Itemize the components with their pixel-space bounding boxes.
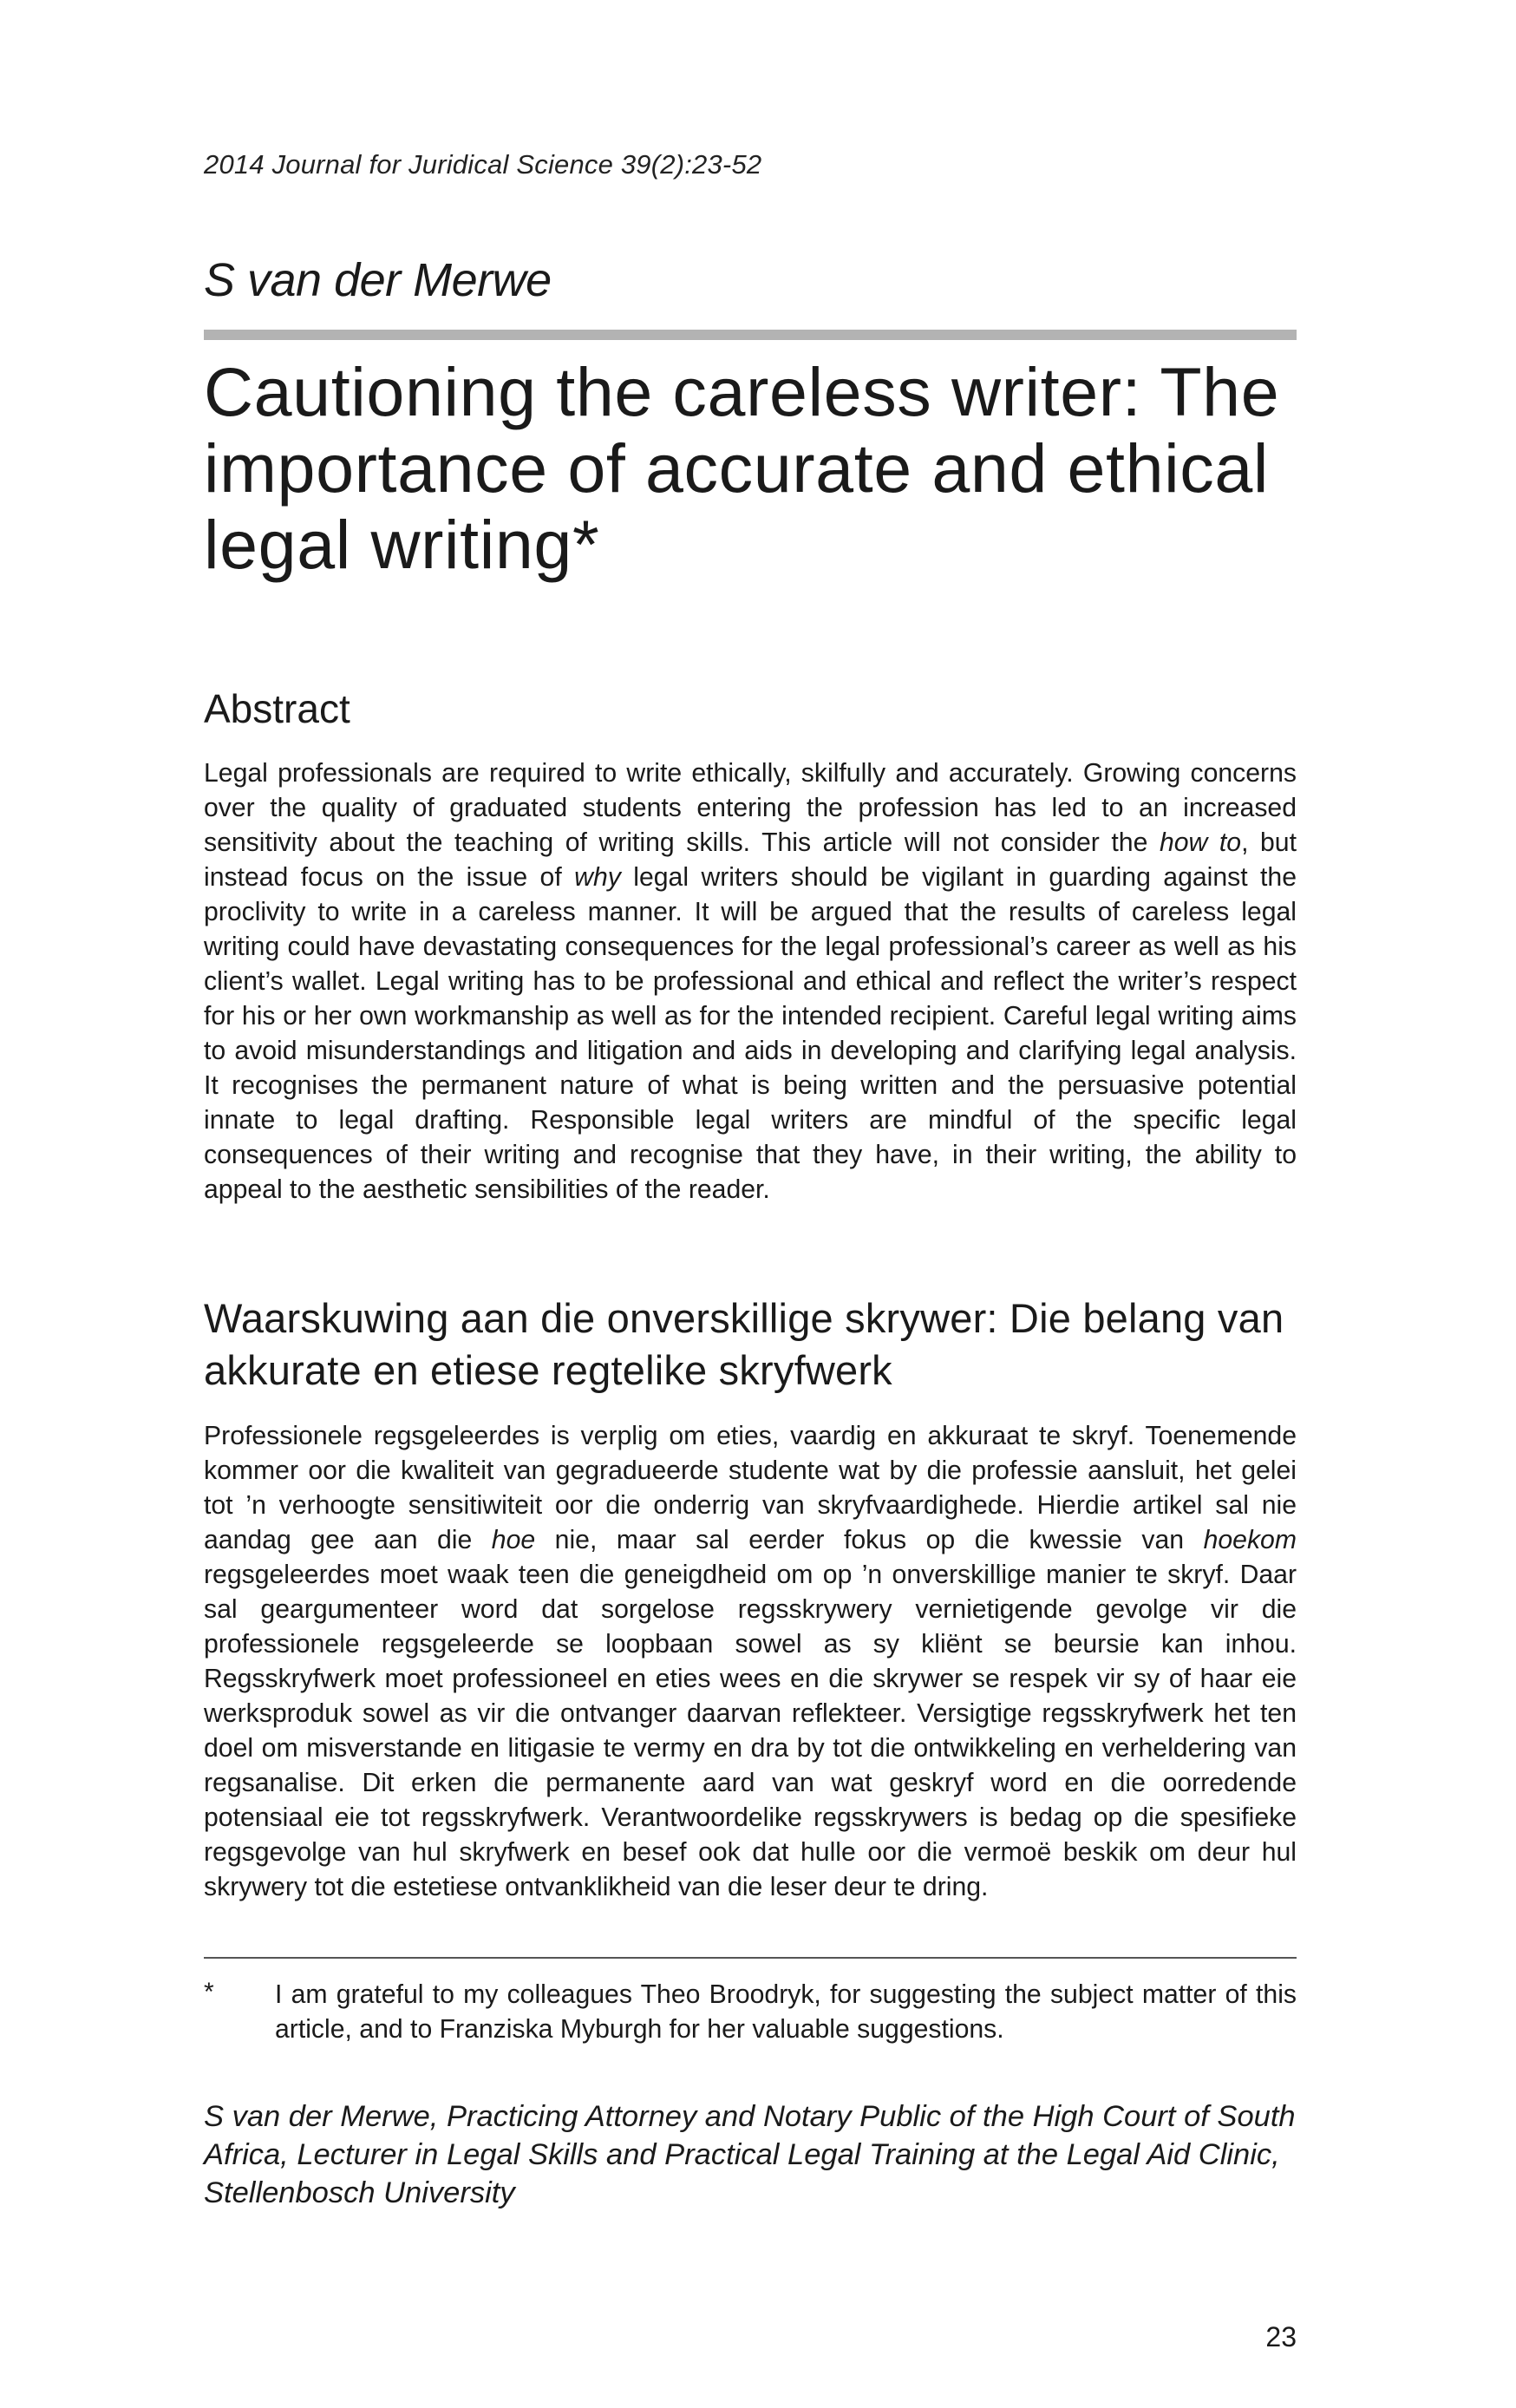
author-name: S van der Merwe xyxy=(204,254,552,306)
afrikaans-text: Professionele regsgeleerdes is verplig om eties, vaardig en akkuraat te skryf. Toenemende kommer oor die kwaliteit van gegradueerde studente wat by die professie aansluit, het gelei tot ’n verhoogte sensitiwiteit oor die onderrig van skryfvaardighede. Hierdie artikel sal nie aandag gee aan die xyxy=(204,1422,1297,1554)
afrikaans-emphasis: hoekom xyxy=(1203,1526,1297,1554)
abstract-heading: Abstract xyxy=(204,686,350,731)
abstract-emphasis: why xyxy=(574,863,621,892)
page-number: 23 xyxy=(1265,2321,1297,2352)
journal-page xyxy=(204,0,1297,2408)
footnote-divider xyxy=(204,1957,1297,1959)
article-title: Cautioning the careless writer: The importance of accurate and ethical legal writing* xyxy=(204,353,1280,583)
abstract-body xyxy=(204,756,1297,1207)
abstract-text: legal writers should be vigilant in guarding against the proclivity to write in a careless manner. It will be argued that the results of careless legal writing could have devastating consequences for the legal professional’s career as well as his client’s wallet. Legal writing has to be professional and ethical and reflect the writer’s respect for his or her own workmanship as well as for the intended recipient. Careful legal writing aims to avoid misunderstandings and litigation and aids in developing and clarifying legal analysis. It recognises the permanent nature of what is being written and the persuasive potential innate to legal drafting. Responsible legal writers are mindful of the specific legal consequences of their writing and recognise that they have, in their writing, the ability to appeal to the aesthetic sensibilities of the reader. xyxy=(204,863,1297,1204)
title-divider xyxy=(204,330,1297,340)
author-affiliation: S van der Merwe, Practicing Attorney and Notary Public of the High Court of South Africa, Lecturer in Legal Skills and Practical Legal Training at the Legal Aid Clinic, Stellenbosch University xyxy=(204,2100,1296,2209)
afrikaans-heading: Waarskuwing aan die onverskillige skrywer: Die belang van akkurate en etiese regtelike skryfwerk xyxy=(204,1295,1284,1393)
afrikaans-text: nie, maar sal eerder fokus op die kwessie van xyxy=(535,1526,1204,1554)
journal-citation: 2014 Journal for Juridical Science 39(2):23-52 xyxy=(204,149,762,180)
footnote-mark: * xyxy=(204,1978,214,2006)
footnote-text: I am grateful to my colleagues Theo Broodryk, for suggesting the subject matter of this article, and to Franziska Myburgh for her valuable suggestions. xyxy=(275,1980,1297,2044)
afrikaans-body xyxy=(204,1419,1297,1905)
afrikaans-emphasis: hoe xyxy=(491,1526,536,1554)
abstract-emphasis: how to xyxy=(1159,828,1242,857)
abstract-text: , but instead focus on the issue of xyxy=(204,828,1297,892)
afrikaans-text: regsgeleerdes moet waak teen die geneigdheid om op ’n onverskillige manier te skryf. Daar sal geargumenteer word dat sorgelose regsskrywery vernietigende gevolge vir die professionele regsgeleerde se loopbaan sowel as sy kliënt se beursie kan inhou. Regsskryfwerk moet professioneel en eties wees en die skrywer se respek vir sy of haar eie werksproduk sowel as vir die ontvanger daarvan reflekteer. Versigtige regsskryfwerk het ten doel om misverstande en litigasie te vermy en dra by tot die ontwikkeling en verheldering van regsanalise. Dit erken die permanente aard van wat geskryf word en die oorredende potensiaal eie tot regsskryfwerk. Verantwoordelike regsskrywers is bedag op die spesifieke regsgevolge van hul skryfwerk en besef ook dat hulle oor die vermoë beskik om deur hul skrywery tot die estetiese ontvanklikheid van die leser deur te dring. xyxy=(204,1561,1297,1901)
abstract-text: Legal professionals are required to write ethically, skilfully and accurately. Growing concerns over the quality of graduated students entering the profession has led to an increased sensitivity about the teaching of writing skills. This article will not consider the xyxy=(204,759,1297,857)
